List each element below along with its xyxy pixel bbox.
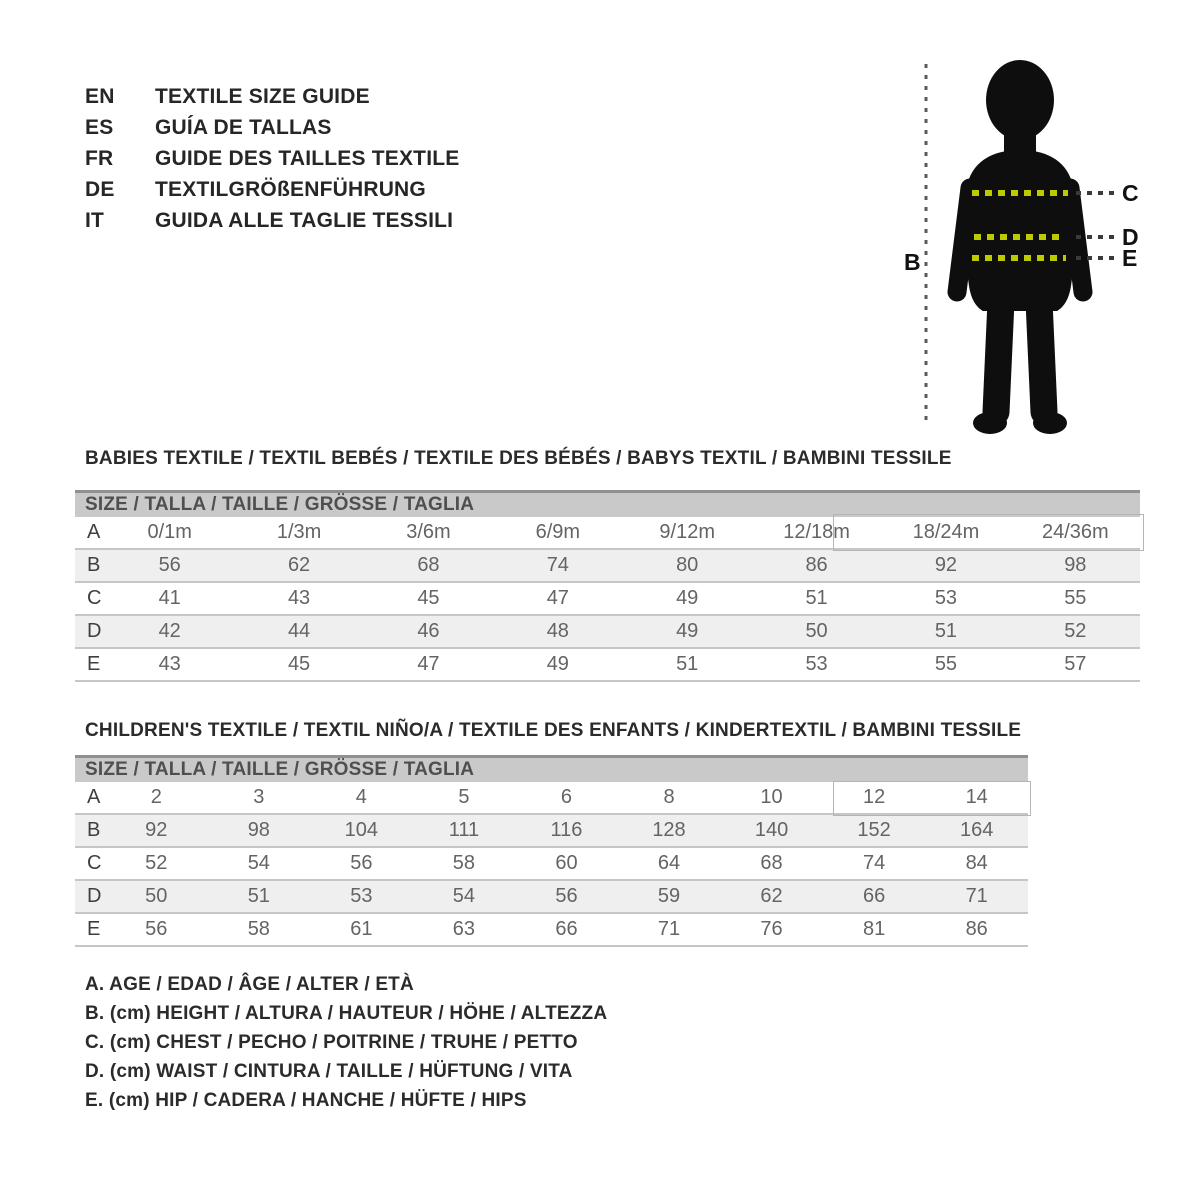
table-cell: 5 <box>413 782 516 814</box>
table-cell: 128 <box>618 814 721 847</box>
language-row-it <box>85 205 459 236</box>
table-cell: 44 <box>234 615 363 648</box>
table-row <box>75 847 1028 880</box>
table-row <box>75 582 1140 615</box>
children-size-highlight-box <box>833 781 1031 816</box>
table-cell: 54 <box>208 847 311 880</box>
table-cell: 63 <box>413 913 516 946</box>
row-label: B <box>75 814 105 847</box>
table-cell: 9/12m <box>623 517 752 549</box>
babies-size-highlight-box <box>833 514 1144 551</box>
table-cell: 45 <box>234 648 363 681</box>
table-cell: 51 <box>623 648 752 681</box>
row-label: E <box>75 913 105 946</box>
row-label: A <box>75 782 105 814</box>
measurement-legend <box>85 970 607 1115</box>
language-block <box>85 81 459 236</box>
table-cell: 68 <box>720 847 823 880</box>
table-cell: 152 <box>823 814 926 847</box>
table-cell: 53 <box>310 880 413 913</box>
table-cell: 58 <box>413 847 516 880</box>
table-cell: 98 <box>1011 549 1140 582</box>
language-label: GUIDA ALLE TAGLIE TESSILI <box>155 208 454 232</box>
legend-item: E. (cm) HIP / CADERA / HANCHE / HÜFTE / HIPS <box>85 1089 527 1111</box>
table-cell: 60 <box>515 847 618 880</box>
table-cell: 52 <box>1011 615 1140 648</box>
row-label: A <box>75 517 105 549</box>
table-cell: 50 <box>752 615 881 648</box>
table-cell: 164 <box>925 814 1028 847</box>
table-cell: 56 <box>105 549 234 582</box>
table-cell: 2 <box>105 782 208 814</box>
table-cell: 80 <box>623 549 752 582</box>
language-label: TEXTILE SIZE GUIDE <box>155 84 370 108</box>
table-cell: 92 <box>881 549 1010 582</box>
language-label: GUÍA DE TALLAS <box>155 115 332 139</box>
size-header: SIZE / TALLA / TAILLE / GRÖSSE / TAGLIA <box>75 492 1140 518</box>
table-cell: 68 <box>364 549 493 582</box>
table-cell: 8 <box>618 782 721 814</box>
table-cell: 71 <box>925 880 1028 913</box>
table-cell: 53 <box>752 648 881 681</box>
table-cell: 3/6m <box>364 517 493 549</box>
table-cell: 56 <box>105 913 208 946</box>
table-cell: 92 <box>105 814 208 847</box>
table-cell: 54 <box>413 880 516 913</box>
row-label: C <box>75 582 105 615</box>
table-cell: 66 <box>515 913 618 946</box>
legend-item: A. AGE / EDAD / ÂGE / ALTER / ETÀ <box>85 973 414 995</box>
chest-label: C <box>1122 180 1139 206</box>
table-cell: 49 <box>493 648 622 681</box>
language-label: GUIDE DES TAILLES TEXTILE <box>155 146 460 170</box>
row-label: D <box>75 615 105 648</box>
row-label: E <box>75 648 105 681</box>
table-row <box>75 880 1028 913</box>
language-label: TEXTILGRÖßENFÜHRUNG <box>155 177 426 201</box>
table-cell: 62 <box>720 880 823 913</box>
table-cell: 0/1m <box>105 517 234 549</box>
table-cell: 45 <box>364 582 493 615</box>
table-cell: 1/3m <box>234 517 363 549</box>
babies-section-title: BABIES TEXTILE / TEXTIL BEBÉS / TEXTILE DES BÉBÉS / BABYS TEXTIL / BAMBINI TESSILE <box>85 448 952 469</box>
legend-item: C. (cm) CHEST / PECHO / POITRINE / TRUHE / PETTO <box>85 1031 578 1053</box>
table-cell: 116 <box>515 814 618 847</box>
row-label: D <box>75 880 105 913</box>
table-cell: 12 <box>823 782 926 814</box>
table-cell: 86 <box>925 913 1028 946</box>
legend-item: B. (cm) HEIGHT / ALTURA / HAUTEUR / HÖHE / ALTEZZA <box>85 1002 608 1024</box>
table-cell: 66 <box>823 880 926 913</box>
table-cell: 57 <box>1011 648 1140 681</box>
table-cell: 50 <box>105 880 208 913</box>
table-cell: 42 <box>105 615 234 648</box>
table-cell: 55 <box>881 648 1010 681</box>
language-code: ES <box>85 115 114 139</box>
table-row <box>75 549 1140 582</box>
table-cell: 84 <box>925 847 1028 880</box>
table-cell: 6 <box>515 782 618 814</box>
table-cell: 49 <box>623 615 752 648</box>
table-cell: 43 <box>234 582 363 615</box>
height-label: B <box>904 249 921 275</box>
table-cell: 12/18m <box>752 517 881 549</box>
table-row <box>75 913 1028 946</box>
table-cell: 10 <box>720 782 823 814</box>
table-cell: 140 <box>720 814 823 847</box>
language-row-de <box>85 174 459 205</box>
table-cell: 76 <box>720 913 823 946</box>
language-row-en <box>85 81 459 112</box>
table-cell: 104 <box>310 814 413 847</box>
table-cell: 41 <box>105 582 234 615</box>
table-cell: 43 <box>105 648 234 681</box>
row-label: B <box>75 549 105 582</box>
child-silhouette-icon <box>957 60 1083 434</box>
table-cell: 51 <box>881 615 1010 648</box>
table-cell: 47 <box>493 582 622 615</box>
measurement-figure <box>900 46 1160 446</box>
size-header: SIZE / TALLA / TAILLE / GRÖSSE / TAGLIA <box>75 757 1028 783</box>
table-cell: 81 <box>823 913 926 946</box>
language-row-fr <box>85 143 459 174</box>
table-cell: 18/24m <box>881 517 1010 549</box>
table-cell: 6/9m <box>493 517 622 549</box>
table-cell: 4 <box>310 782 413 814</box>
hip-label: E <box>1122 245 1138 271</box>
table-cell: 61 <box>310 913 413 946</box>
language-row-es <box>85 112 459 143</box>
table-cell: 56 <box>310 847 413 880</box>
table-cell: 46 <box>364 615 493 648</box>
table-cell: 111 <box>413 814 516 847</box>
table-cell: 64 <box>618 847 721 880</box>
table-cell: 3 <box>208 782 311 814</box>
table-cell: 48 <box>493 615 622 648</box>
row-label: C <box>75 847 105 880</box>
table-cell: 51 <box>208 880 311 913</box>
language-code: EN <box>85 84 115 108</box>
table-cell: 47 <box>364 648 493 681</box>
table-cell: 24/36m <box>1011 517 1140 549</box>
language-code: IT <box>85 208 105 232</box>
table-cell: 56 <box>515 880 618 913</box>
table-cell: 52 <box>105 847 208 880</box>
table-cell: 14 <box>925 782 1028 814</box>
table-cell: 51 <box>752 582 881 615</box>
table-row <box>75 648 1140 681</box>
language-code: FR <box>85 146 114 170</box>
table-cell: 98 <box>208 814 311 847</box>
table-cell: 71 <box>618 913 721 946</box>
children-section-title: CHILDREN'S TEXTILE / TEXTIL NIÑO/A / TEXTILE DES ENFANTS / KINDERTEXTIL / BAMBINI TESSILE <box>85 720 1022 741</box>
table-cell: 74 <box>493 549 622 582</box>
table-cell: 74 <box>823 847 926 880</box>
table-cell: 53 <box>881 582 1010 615</box>
table-cell: 49 <box>623 582 752 615</box>
table-cell: 86 <box>752 549 881 582</box>
waist-label: D <box>1122 224 1139 250</box>
table-cell: 59 <box>618 880 721 913</box>
table-cell: 58 <box>208 913 311 946</box>
language-code: DE <box>85 177 115 201</box>
legend-item: D. (cm) WAIST / CINTURA / TAILLE / HÜFTUNG / VITA <box>85 1060 573 1082</box>
table-row <box>75 615 1140 648</box>
table-cell: 62 <box>234 549 363 582</box>
table-row <box>75 814 1028 847</box>
table-cell: 55 <box>1011 582 1140 615</box>
